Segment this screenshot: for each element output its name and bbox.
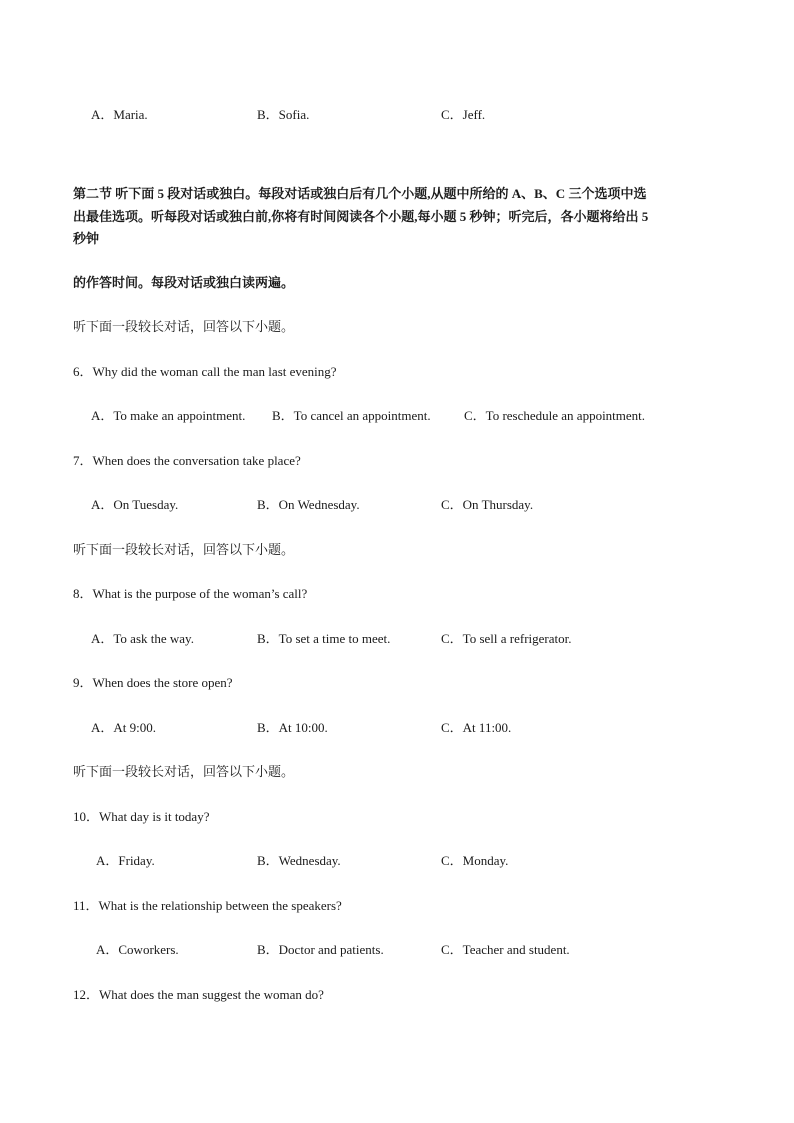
question-6-stem: 6．Why did the woman call the man last evening? <box>73 364 337 379</box>
q9-option-b: B．At 10:00. <box>257 720 328 735</box>
section2-line1: 第二节 听下面 5 段对话或独白。每段对话或独白后有几个小题,从题中所给的 A、B、C 三个选项中选 <box>73 186 647 201</box>
instruction-2: 听下面一段较长对话，回答以下小题。 <box>73 542 295 557</box>
q5-option-b: B．Sofia. <box>257 107 310 122</box>
q10-option-a: A．Friday. <box>96 853 155 868</box>
q8-option-c: C．To sell a refrigerator. <box>441 631 572 646</box>
instruction-3: 听下面一段较长对话，回答以下小题。 <box>73 764 295 779</box>
q8-option-b: B．To set a time to meet. <box>257 631 391 646</box>
question-10-stem: 10．What day is it today? <box>73 809 210 824</box>
q10-option-c: C．Monday. <box>441 853 509 868</box>
instruction-1: 听下面一段较长对话，回答以下小题。 <box>73 319 295 334</box>
section2-line4: 的作答时间。每段对话或独白读两遍。 <box>73 275 295 290</box>
q10-option-b: B．Wednesday. <box>257 853 341 868</box>
question-7-stem: 7．When does the conversation take place? <box>73 453 301 468</box>
question-12-stem: 12．What does the man suggest the woman do? <box>73 987 324 1002</box>
q11-option-a: A．Coworkers. <box>96 942 179 957</box>
q9-option-a: A．At 9:00. <box>91 720 157 735</box>
q6-option-a: A．To make an appointment. <box>91 408 246 423</box>
q5-option-c: C．Jeff. <box>441 107 486 122</box>
q8-option-a: A．To ask the way. <box>91 631 194 646</box>
question-9-stem: 9．When does the store open? <box>73 675 233 690</box>
q7-option-a: A．On Tuesday. <box>91 497 179 512</box>
q7-option-b: B．On Wednesday. <box>257 497 360 512</box>
q6-option-c: C．To reschedule an appointment. <box>464 408 646 423</box>
question-11-stem: 11．What is the relationship between the speakers? <box>73 898 342 913</box>
q11-option-c: C．Teacher and student. <box>441 942 570 957</box>
question-8-stem: 8．What is the purpose of the woman’s call? <box>73 586 308 601</box>
q5-option-a: A．Maria. <box>91 107 148 122</box>
q7-option-c: C．On Thursday. <box>441 497 534 512</box>
q6-option-b: B．To cancel an appointment. <box>272 408 431 423</box>
q11-option-b: B．Doctor and patients. <box>257 942 384 957</box>
section2-line2: 出最佳选项。听每段对话或独白前,你将有时间阅读各个小题,每小题 5 秒钟；听完后，各小题将给出 5 <box>73 209 649 224</box>
section2-line3: 秒钟 <box>73 231 100 246</box>
q9-option-c: C．At 11:00. <box>441 720 512 735</box>
